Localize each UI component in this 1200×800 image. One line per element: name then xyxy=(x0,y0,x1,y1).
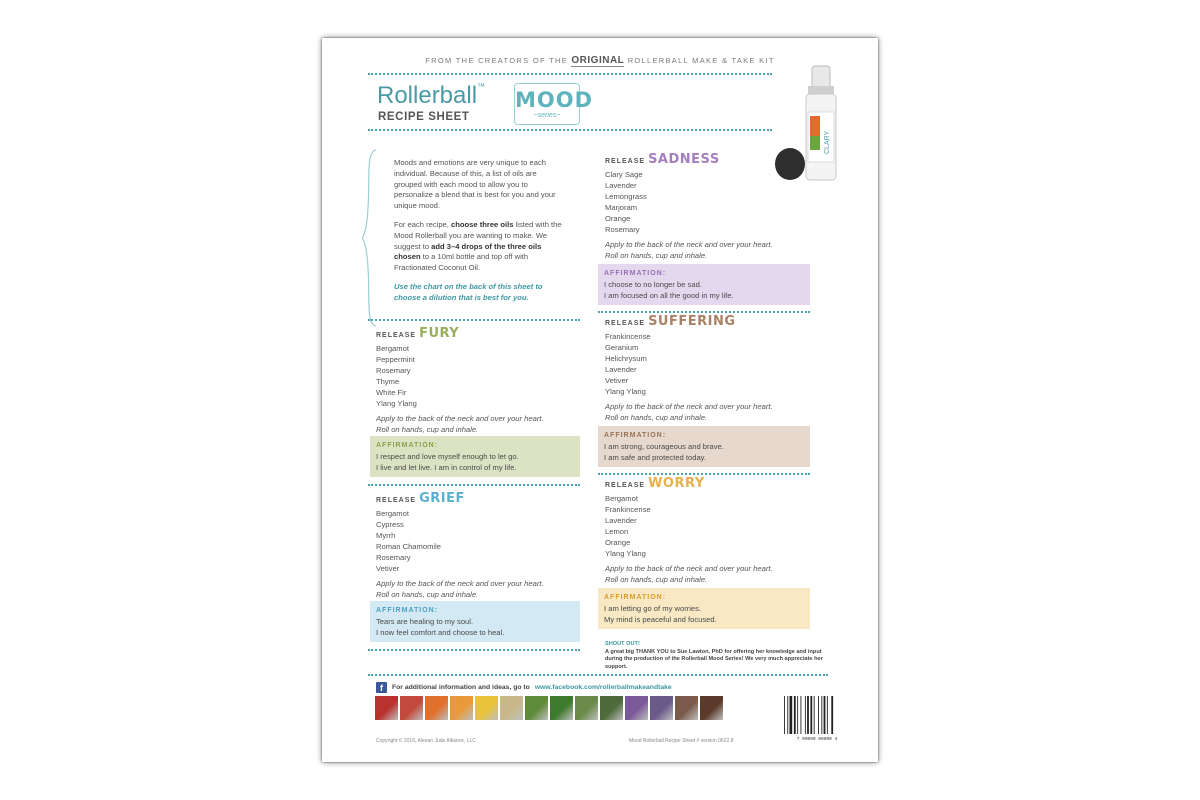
affirmation-label: AFFIRMATION: xyxy=(604,270,667,277)
ingredient-photo xyxy=(500,696,523,720)
oil-item: Peppermint xyxy=(376,355,415,364)
affirmation-line-1: Tears are healing to my soul. xyxy=(376,617,474,626)
recipe-sheet xyxy=(322,38,878,762)
affirmation-line-2: My mind is peaceful and focused. xyxy=(604,615,717,624)
barcode-bar xyxy=(818,696,819,734)
barcode-bar xyxy=(807,696,809,734)
facebook-url-link[interactable]: www.facebook.com/rollerballmakeandtake xyxy=(534,684,672,691)
copyright-text: Copyright © 2016, Aleean Jude Alliance, LLC xyxy=(376,738,476,744)
oil-item: Cypress xyxy=(376,520,404,529)
mood-suffering: SUFFERING xyxy=(648,314,736,329)
oil-item: Clary Sage xyxy=(605,170,643,179)
oil-item: Vetiver xyxy=(376,564,400,573)
mood-grief: GRIEF xyxy=(419,491,465,506)
affirmation-line-2: I am focused on all the good in my life. xyxy=(604,291,734,300)
affirmation-box-sadness xyxy=(598,264,810,305)
affirmation-line-1: I am letting go of my worries. xyxy=(604,604,702,613)
shout-out-heading: SHOUT OUT! xyxy=(605,641,640,647)
dotted-divider xyxy=(368,73,772,75)
intro-text xyxy=(394,158,564,312)
dotted-divider xyxy=(368,674,828,676)
top-line-text-2: ROLLERBALL MAKE & TAKE KIT xyxy=(627,56,775,65)
brace-decoration xyxy=(362,148,378,328)
mood-fury: FURY xyxy=(419,326,460,341)
barcode-bar xyxy=(831,696,833,734)
intro-paragraph-2 xyxy=(394,220,564,274)
oil-item: Rosemary xyxy=(376,553,411,562)
barcode-bar xyxy=(805,696,806,734)
affirmation-box-worry xyxy=(598,588,810,629)
barcode-bar xyxy=(784,696,785,734)
barcode-number: 7 00000 00000 4 xyxy=(796,737,838,742)
shout-out-text: A great big THANK YOU to Sue Lawton, PhD for offering her knowledge and input during the production of the Rollerball Mood Series! We very much appreciate her support. xyxy=(605,648,823,670)
oil-item: Bergamot xyxy=(376,344,409,353)
apply-line-1: Apply to the back of the neck and over your heart. xyxy=(376,579,544,588)
release-label: RELEASE xyxy=(376,497,417,504)
apply-instructions xyxy=(605,401,810,423)
oil-item: Rosemary xyxy=(605,225,640,234)
oil-item: Geranium xyxy=(605,343,639,352)
ingredient-photo xyxy=(650,696,673,720)
oil-item: Bergamot xyxy=(376,509,409,518)
oil-item: Frankincense xyxy=(605,332,651,341)
apply-line-2: Roll on hands, cup and inhale. xyxy=(376,425,479,434)
mood-word: MOOD xyxy=(515,88,594,112)
oil-list xyxy=(376,508,581,574)
barcode-bar xyxy=(790,696,793,734)
oil-item: Rosemary xyxy=(376,366,411,375)
barcode-bar xyxy=(824,696,826,734)
release-heading xyxy=(605,152,810,167)
barcode-bar xyxy=(810,696,812,734)
affirmation-line-1: I am strong, courageous and brave. xyxy=(604,442,724,451)
ingredient-photo xyxy=(375,696,398,720)
apply-line-2: Roll on hands, cup and inhale. xyxy=(605,251,708,260)
top-line-text: FROM THE CREATORS OF THE xyxy=(425,56,569,65)
brand-subtitle: RECIPE SHEET xyxy=(378,111,470,123)
section-sadness xyxy=(605,152,810,261)
dotted-divider xyxy=(368,319,580,321)
oil-item: Orange xyxy=(605,538,631,547)
intro-bold-b: choose three oils xyxy=(451,219,514,229)
oil-item: Orange xyxy=(605,214,631,223)
oil-item: White Fir xyxy=(376,388,407,397)
apply-line-1: Apply to the back of the neck and over your heart. xyxy=(605,402,773,411)
brand-title-text: Rollerball xyxy=(377,82,478,109)
intro-bold-d: add 3–4 drops of the three oils chosen xyxy=(394,241,542,262)
barcode-bar xyxy=(797,696,798,734)
ingredient-photo xyxy=(625,696,648,720)
version-text: Mood Rollerball Recipe Sheet // version 0622.8 xyxy=(629,738,734,744)
affirmation-line-2: I now feel comfort and choose to heal. xyxy=(376,628,505,637)
oil-item: Ylang Ylang xyxy=(605,387,646,396)
barcode-bar xyxy=(821,696,822,734)
release-label: RELEASE xyxy=(605,482,646,489)
ingredient-photo xyxy=(450,696,473,720)
affirmation-label: AFFIRMATION: xyxy=(376,607,439,614)
oil-item: Bergamot xyxy=(605,494,638,503)
affirmation-label: AFFIRMATION: xyxy=(376,442,439,449)
affirmation-line-2: I live and let live. I am in control of my life. xyxy=(376,463,517,472)
intro-text-c: listed with the Mood Rollerball you are wanting to make. We suggest to xyxy=(394,219,562,251)
oil-item: Roman Chamomile xyxy=(376,542,441,551)
apply-line-2: Roll on hands, cup and inhale. xyxy=(376,590,479,599)
oil-list xyxy=(605,331,810,397)
oil-item: Helichrysum xyxy=(605,354,647,363)
affirmation-box-suffering xyxy=(598,426,810,467)
dotted-divider xyxy=(598,473,810,475)
release-label: RELEASE xyxy=(605,320,646,327)
affirmation-line-1: I choose to no longer be sad. xyxy=(604,280,702,289)
apply-instructions xyxy=(376,413,581,435)
oil-item: Marjoram xyxy=(605,203,638,212)
release-heading xyxy=(376,491,581,506)
section-grief xyxy=(376,491,581,600)
trademark: ™ xyxy=(477,82,486,91)
ingredient-photo xyxy=(675,696,698,720)
facebook-text: For additional information and ideas, go to xyxy=(392,684,530,691)
release-heading xyxy=(605,314,810,329)
intro-text-a: For each recipe, xyxy=(394,219,449,229)
ingredient-photo xyxy=(425,696,448,720)
affirmation-box-grief xyxy=(370,601,580,642)
brand-title xyxy=(377,82,485,110)
dotted-divider xyxy=(368,484,580,486)
affirmation-line-2: I am safe and protected today. xyxy=(604,453,707,462)
barcode-bar xyxy=(801,696,802,734)
mood-series-logo xyxy=(514,83,594,125)
oil-item: Frankincense xyxy=(605,505,651,514)
oil-item: Lemon xyxy=(605,527,629,536)
oil-item: Ylang Ylang xyxy=(605,549,646,558)
oil-item: Vetiver xyxy=(605,376,629,385)
oil-item: Lavender xyxy=(605,516,637,525)
shout-out xyxy=(605,641,825,671)
apply-line-1: Apply to the back of the neck and over your heart. xyxy=(605,240,773,249)
mood-sadness: SADNESS xyxy=(648,152,720,167)
barcode xyxy=(782,694,852,742)
mood-worry: WORRY xyxy=(648,476,705,491)
apply-instructions xyxy=(376,578,581,600)
release-label: RELEASE xyxy=(376,332,417,339)
barcode-bar xyxy=(787,696,788,734)
apply-instructions xyxy=(605,563,810,585)
release-heading xyxy=(376,326,581,341)
facebook-line xyxy=(376,682,672,693)
facebook-icon[interactable]: f xyxy=(376,682,387,693)
release-heading xyxy=(605,476,810,491)
oil-list xyxy=(605,169,810,235)
oil-list xyxy=(376,343,581,409)
intro-text-e: to a 10ml bottle and top off with Fractionated Coconut Oil. xyxy=(394,252,529,273)
oil-item: Thyme xyxy=(376,377,400,386)
ingredient-photo-strip xyxy=(375,696,723,720)
ingredient-photo xyxy=(700,696,723,720)
dotted-divider xyxy=(368,129,772,131)
dotted-divider xyxy=(368,649,580,651)
affirmation-label: AFFIRMATION: xyxy=(604,432,667,439)
ingredient-photo xyxy=(525,696,548,720)
apply-line-1: Apply to the back of the neck and over your heart. xyxy=(605,564,773,573)
barcode-bar xyxy=(814,696,815,734)
section-suffering xyxy=(605,314,810,423)
ingredient-photo xyxy=(400,696,423,720)
release-label: RELEASE xyxy=(605,158,646,165)
oil-item: Ylang Ylang xyxy=(376,399,417,408)
affirmation-label: AFFIRMATION: xyxy=(604,594,667,601)
affirmation-line-1: I respect and love myself enough to let go. xyxy=(376,452,519,461)
mood-series-text: ~series~ xyxy=(533,112,561,119)
apply-line-2: Roll on hands, cup and inhale. xyxy=(605,413,708,422)
section-fury xyxy=(376,326,581,435)
section-worry xyxy=(605,476,810,585)
oil-item: Lemongrass xyxy=(605,192,647,201)
apply-instructions xyxy=(605,239,810,261)
intro-paragraph-1: Moods and emotions are very unique to each individual. Because of this, a list of oils are grouped with each mood to allow you to personalize a blend that is best for you and your unique mood. xyxy=(394,158,556,211)
affirmation-box-fury xyxy=(370,436,580,477)
oil-item: Lavender xyxy=(605,365,637,374)
barcode-bar xyxy=(794,696,796,734)
barcode-bar xyxy=(827,696,828,734)
dotted-divider xyxy=(598,311,810,313)
ingredient-photo xyxy=(575,696,598,720)
bottle-label: CLARY xyxy=(824,130,831,154)
ingredient-photo xyxy=(550,696,573,720)
original-highlight: ORIGINAL xyxy=(571,55,625,66)
apply-line-1: Apply to the back of the neck and over your heart. xyxy=(376,414,544,423)
oil-list xyxy=(605,493,810,559)
apply-line-2: Roll on hands, cup and inhale. xyxy=(605,575,708,584)
oil-item: Lavender xyxy=(605,181,637,190)
intro-paragraph-3: Use the chart on the back of this sheet to choose a dilution that is best for you. xyxy=(394,281,543,302)
oil-item: Myrrh xyxy=(376,531,396,540)
ingredient-photo xyxy=(475,696,498,720)
ingredient-photo xyxy=(600,696,623,720)
